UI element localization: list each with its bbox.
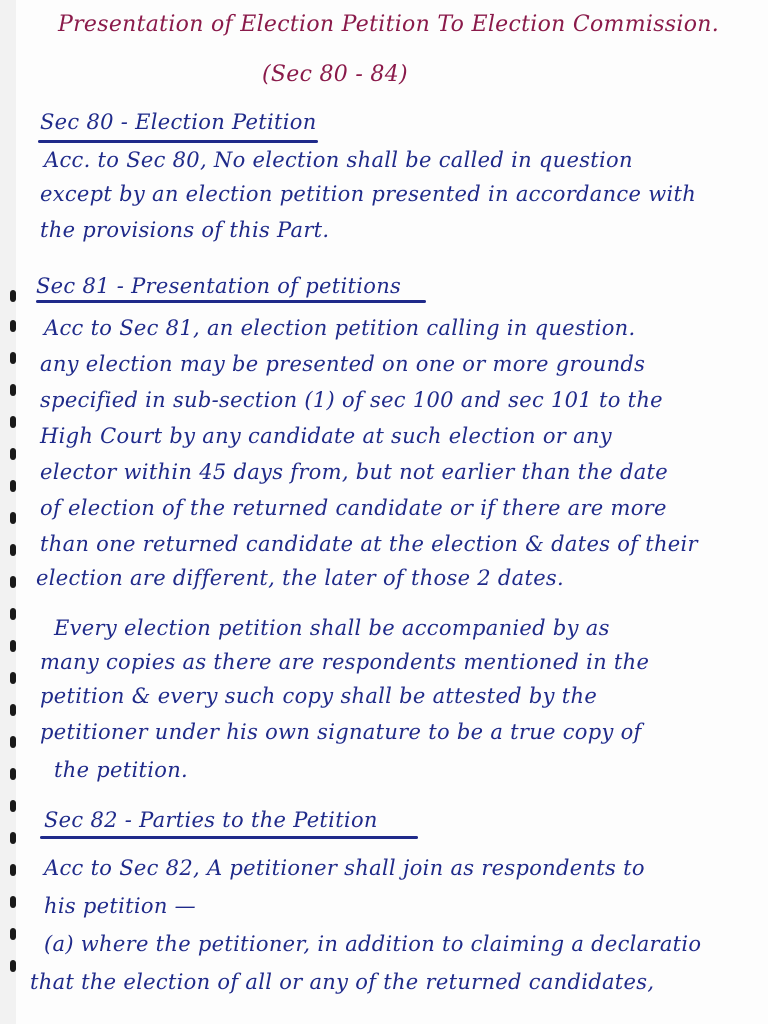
binding-hole	[10, 480, 16, 492]
text-line: many copies as there are respondents mentioned in the	[40, 650, 650, 674]
page-subtitle: (Sec 80 - 84)	[262, 62, 408, 87]
binding-hole	[10, 576, 16, 588]
text-line: Acc to Sec 82, A petitioner shall join as respondents to	[44, 856, 645, 880]
binding-hole	[10, 384, 16, 396]
heading-underline	[36, 300, 426, 303]
text-line: that the election of all or any of the returned candidates,	[30, 970, 655, 994]
binding-hole	[10, 960, 16, 972]
binding-hole	[10, 800, 16, 812]
binding-hole	[10, 896, 16, 908]
text-line: petition & every such copy shall be attested by the	[40, 684, 598, 708]
section-heading-sec-82: Sec 82 - Parties to the Petition	[44, 808, 378, 832]
text-line: petitioner under his own signature to be a true copy of	[40, 720, 642, 744]
text-line: Every election petition shall be accompanied by as	[54, 616, 610, 640]
heading-underline	[38, 140, 318, 143]
text-line: (a) where the petitioner, in addition to claiming a declaratio	[44, 932, 702, 956]
binding-hole	[10, 544, 16, 556]
binding-hole	[10, 290, 16, 302]
text-line: Acc. to Sec 80, No election shall be called in question	[44, 148, 633, 172]
text-line: than one returned candidate at the election & dates of their	[40, 532, 698, 556]
text-line: the petition.	[54, 758, 188, 782]
text-line: High Court by any candidate at such election or any	[40, 424, 612, 448]
binding-hole	[10, 640, 16, 652]
binding-hole	[10, 352, 16, 364]
section-heading-sec-81: Sec 81 - Presentation of petitions	[36, 274, 402, 298]
binding-hole	[10, 320, 16, 332]
binding-hole	[10, 928, 16, 940]
text-line: any election may be presented on one or more grounds	[40, 352, 646, 376]
text-line: of election of the returned candidate or if there are more	[40, 496, 667, 520]
binding-hole	[10, 448, 16, 460]
text-line: election are different, the later of those 2 dates.	[36, 566, 564, 590]
section-heading-sec-80: Sec 80 - Election Petition	[40, 110, 317, 134]
binding-hole	[10, 864, 16, 876]
binding-hole	[10, 608, 16, 620]
binding-hole	[10, 672, 16, 684]
text-line: elector within 45 days from, but not earlier than the date	[40, 460, 668, 484]
page-title: Presentation of Election Petition To Election Commission.	[58, 12, 720, 37]
binding-hole	[10, 416, 16, 428]
text-line: the provisions of this Part.	[40, 218, 330, 242]
heading-underline	[40, 836, 418, 839]
text-line: except by an election petition presented in accordance with	[40, 182, 697, 206]
binding-hole	[10, 704, 16, 716]
text-line: his petition —	[44, 894, 196, 918]
text-line: Acc to Sec 81, an election petition calling in question.	[44, 316, 636, 340]
binding-hole	[10, 512, 16, 524]
text-line: specified in sub-section (1) of sec 100 and sec 101 to the	[40, 388, 663, 412]
binding-hole	[10, 832, 16, 844]
binding-hole	[10, 768, 16, 780]
binding-hole	[10, 736, 16, 748]
